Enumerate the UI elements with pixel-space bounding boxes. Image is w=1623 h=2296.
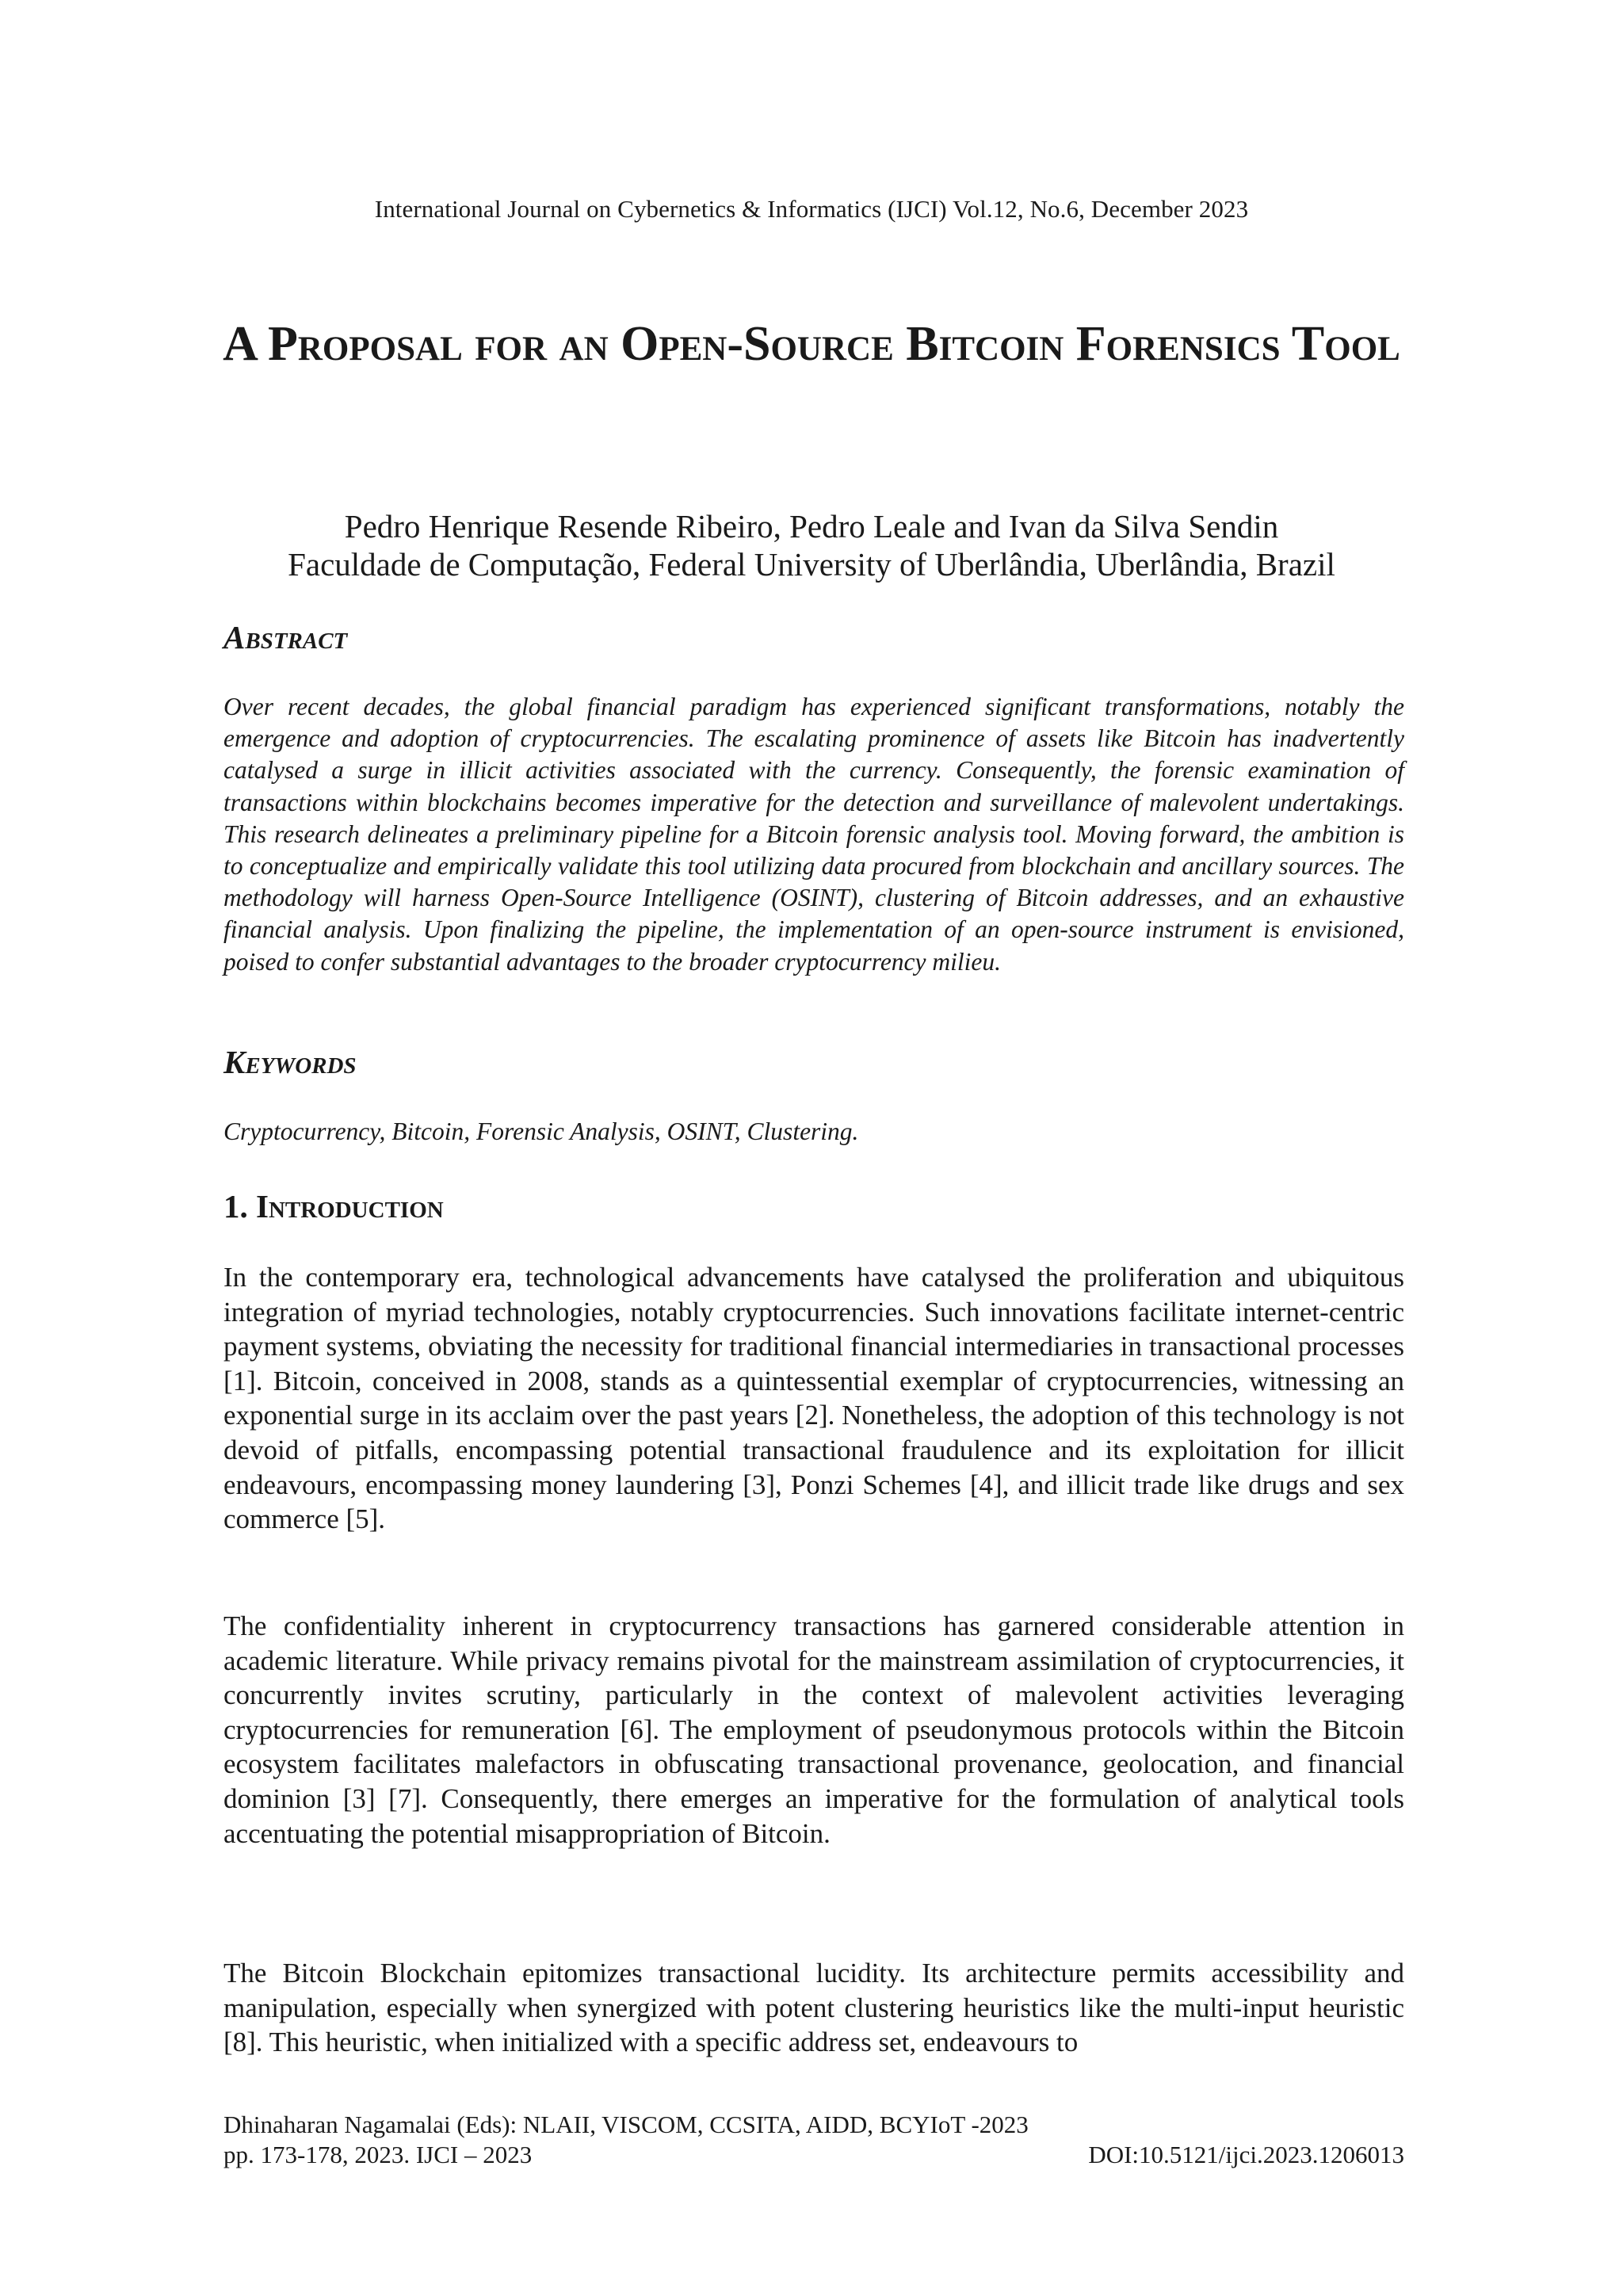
footer-editors: Dhinaharan Nagamalai (Eds): NLAII, VISCOM, CCSITA, AIDD, BCYIoT -2023 xyxy=(223,2111,1029,2138)
footer-pages: pp. 173-178, 2023. IJCI – 2023 xyxy=(223,2141,533,2168)
abstract-text: Over recent decades, the global financial paradigm has experienced significant transformations, notably the emergence and adoption of cryptocurrencies. The escalating prominence of assets like Bitcoin has inadvertently catalysed a surge in illicit activities associated with the currency. Consequently, the forensic examination of transactions within blockchains becomes imperative for the detection and surveillance of malevolent undertakings. This research delineates a preliminary pipeline for a Bitcoin forensic analysis tool. Moving forward, the ambition is to conceptualize and empirically validate this tool utilizing data procured from blockchain and ancillary sources. The methodology will harness Open-Source Intelligence (OSINT), clustering of Bitcoin addresses, and an exhaustive financial analysis. Upon finalizing the pipeline, the implementation of an open-source instrument is envisioned, poised to confer substantial advantages to the broader cryptocurrency milieu. xyxy=(223,693,1404,976)
author-list: Pedro Henrique Resende Ribeiro, Pedro Leale and Ivan da Silva Sendin xyxy=(344,508,1279,544)
running-header: International Journal on Cybernetics & Informatics (IJCI) Vol.12, No.6, December 2023 xyxy=(374,195,1249,223)
author-affiliation: Faculdade de Computação, Federal University of Uberlândia, Uberlândia, Brazil xyxy=(288,546,1335,583)
introduction-paragraph: In the contemporary era, technological advancements have catalysed the proliferation and ubiquitous integration of myriad technologies, notably cryptocurrencies. Such innovations facilitate internet-centric payment systems, obviating the necessity for traditional financial intermediaries in transactional processes [1]. Bitcoin, conceived in 2008, stands as a quintessential exemplar of cryptocurrencies, witnessing an exponential surge in its acclaim over the past years [2]. Nonetheless, the adoption of this technology is not devoid of pitfalls, encompassing potential transactional fraudulence and its exploitation for illicit endeavours, encompassing money laundering [3], Ponzi Schemes [4], and illicit trade like drugs and sex commerce [5]. xyxy=(223,1262,1404,1535)
footer-citation xyxy=(223,2140,1404,2170)
keywords-heading: Keywords xyxy=(223,1044,357,1080)
paper-title: A Proposal for an Open-Source Bitcoin Forensics Tool xyxy=(223,317,1400,371)
introduction-heading: 1. Introduction xyxy=(223,1188,444,1224)
footer-doi: DOI:10.5121/ijci.2023.1206013 xyxy=(1088,2141,1404,2168)
introduction-paragraph: The confidentiality inherent in cryptocurrency transactions has garnered considerable attention in academic literature. While privacy remains pivotal for the mainstream assimilation of cryptocurrencies, it concurrently invites scrutiny, particularly in the context of malevolent activities leveraging cryptocurrencies for remuneration [6]. The employment of pseudonymous protocols within the Bitcoin ecosystem facilitates malefactors in obfuscating transactional provenance, geolocation, and financial dominion [3] [7]. Consequently, there emerges an imperative for the formulation of analytical tools accentuating the potential misappropriation of Bitcoin. xyxy=(223,1610,1404,1849)
introduction-paragraph: The Bitcoin Blockchain epitomizes transactional lucidity. Its architecture permits accessibility and manipulation, especially when synergized with potent clustering heuristics like the multi-input heuristic [8]. This heuristic, when initialized with a specific address set, endeavours to xyxy=(223,1958,1404,2058)
abstract-heading: Abstract xyxy=(223,619,348,655)
keywords-text: Cryptocurrency, Bitcoin, Forensic Analysis, OSINT, Clustering. xyxy=(223,1117,859,1145)
